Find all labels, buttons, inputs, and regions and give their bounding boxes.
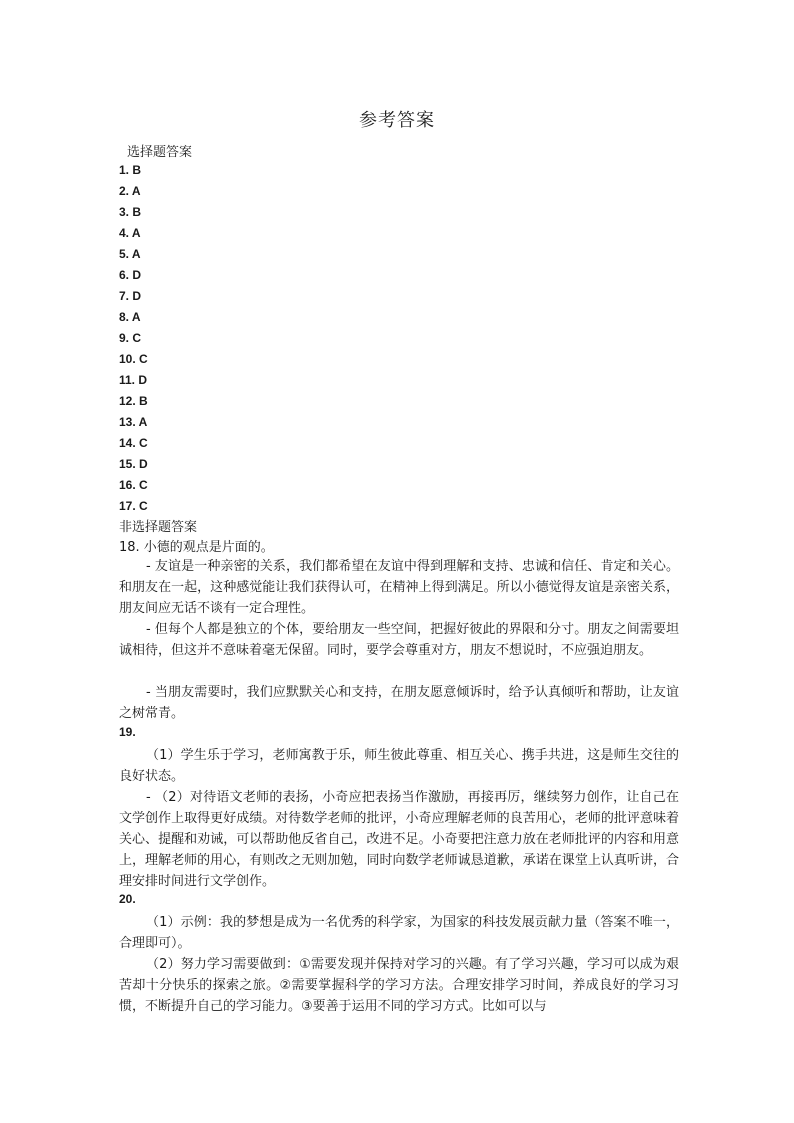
question-19-heading: 19. — [119, 725, 136, 739]
question-18-heading: 18. 小德的观点是片面的。 — [119, 540, 274, 555]
answer-item: 15. D — [119, 457, 148, 471]
choice-section-heading: 选择题答案 — [127, 145, 193, 160]
question-20-paragraph-2: （2）努力学习需要做到：①需要发现并保持对学习的兴趣。有了学习兴趣，学习可以成为艰苦却十分快乐的探索之旅。②需要掌握科学的学习方法。合理安排学习时间，养成良好的学习习惯，不断提升自己的学习能力。③要善于运用不同的学习方式。比如可以与 — [119, 957, 679, 1014]
page-title: 参考答案 — [359, 110, 435, 131]
answer-item: 9. C — [119, 331, 142, 345]
answer-item: 16. C — [119, 478, 148, 492]
answer-item: 8. A — [119, 310, 141, 324]
answer-item: 10. C — [119, 352, 148, 366]
question-18-paragraph-3: - 当朋友需要时，我们应默默关心和支持，在朋友愿意倾诉时，给予认真倾听和帮助，让友谊之树常青。 — [119, 685, 679, 721]
nonchoice-section-heading: 非选择题答案 — [119, 520, 198, 535]
question-20-paragraph-1: （1）示例：我的梦想是成为一名优秀的科学家，为国家的科技发展贡献力量（答案不唯一，合理即可）。 — [119, 915, 679, 951]
answer-item: 12. B — [119, 394, 148, 408]
question-18-paragraph-2: - 但每个人都是独立的个体，要给朋友一些空间，把握好彼此的界限和分寸。朋友之间需要坦诚相待，但这并不意味着毫无保留。同时，要学会尊重对方，朋友不想说时，不应强迫朋友。 — [119, 622, 679, 658]
question-20-heading: 20. — [119, 892, 136, 906]
answer-item: 1. B — [119, 163, 142, 177]
question-19-paragraph-2: - （2）对待语文老师的表扬，小奇应把表扬当作激励，再接再厉，继续努力创作，让自己在文学创作上取得更好成绩。对待数学老师的批评，小奇应理解老师的良苦用心，老师的批评意味着关心、提醒和劝诫，可以帮助他反省自己，改进不足。小奇要把注意力放在老师批评的内容和用意上，理解老师的用心，有则改之无则加勉，同时向数学老师诚恳道歉，承诺在课堂上认真听讲，合理安排时间进行文学创作。 — [119, 790, 679, 889]
answer-item: 13. A — [119, 415, 148, 429]
question-18-paragraph-1: - 友谊是一种亲密的关系，我们都希望在友谊中得到理解和支持、忠诚和信任、肯定和关心。和朋友在一起，这种感觉能让我们获得认可，在精神上得到满足。所以小德觉得友谊是亲密关系，朋友间应无话不谈有一定合理性。 — [119, 559, 679, 616]
answer-item: 6. D — [119, 268, 142, 282]
answer-item: 7. D — [119, 289, 142, 303]
answer-item: 14. C — [119, 436, 148, 450]
answer-item: 3. B — [119, 205, 142, 219]
answer-item: 11. D — [119, 373, 148, 387]
answer-item: 4. A — [119, 226, 141, 240]
answer-item: 17. C — [119, 499, 148, 513]
answer-item: 5. A — [119, 247, 141, 261]
question-19-paragraph-1: （1）学生乐于学习，老师寓教于乐，师生彼此尊重、相互关心、携手共进，这是师生交往的良好状态。 — [119, 748, 679, 784]
answer-item: 2. A — [119, 184, 141, 198]
